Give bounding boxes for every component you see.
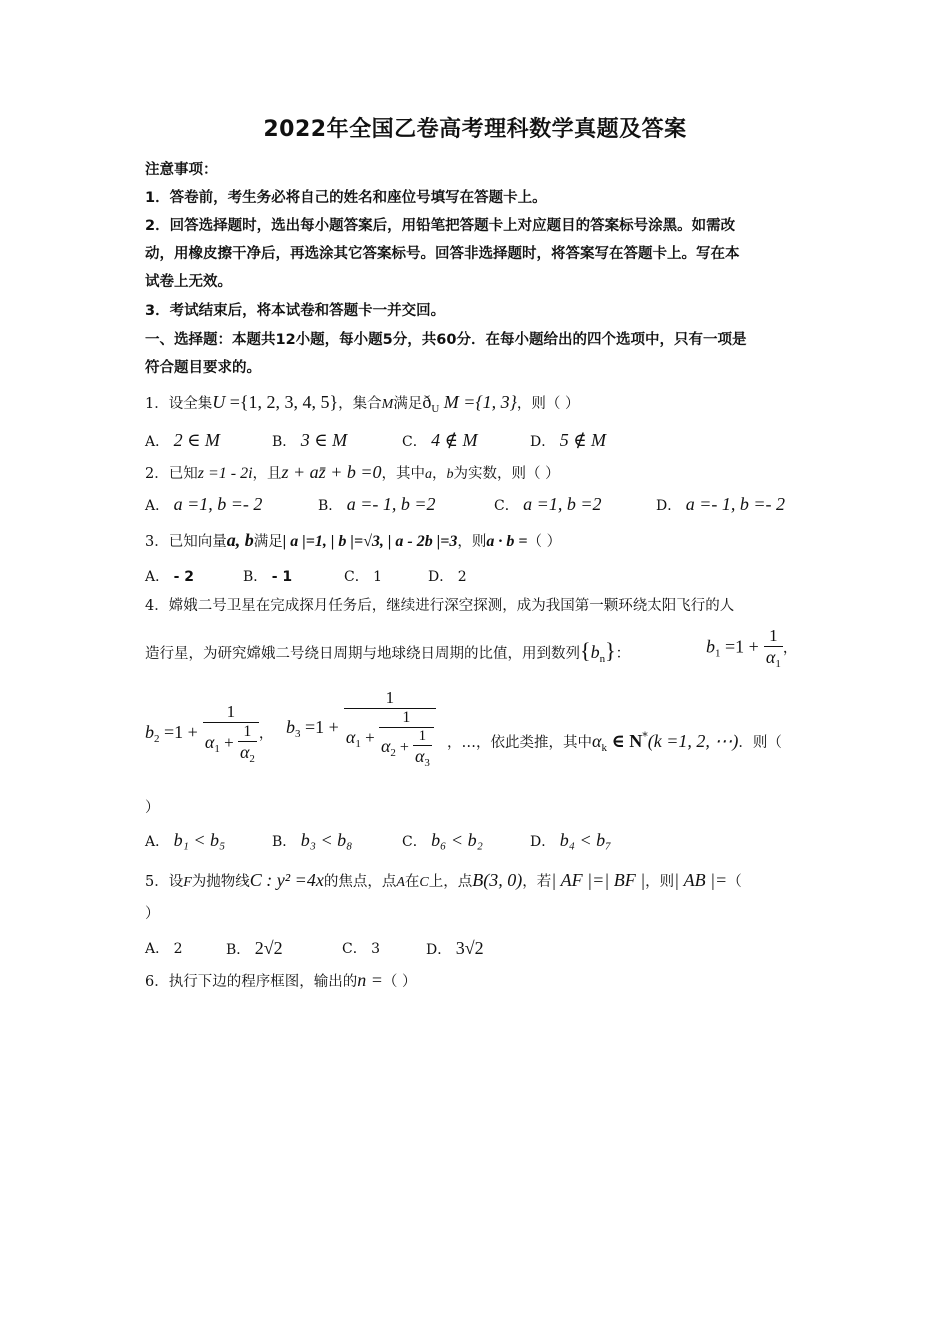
q4-b3-num: 1 bbox=[385, 688, 395, 707]
q4-b3-inner-fraction bbox=[413, 728, 432, 769]
q4-b2: b bbox=[145, 722, 154, 742]
q1-option-b-label: B． bbox=[272, 434, 297, 450]
q5-b: B(3, 0) bbox=[472, 870, 523, 890]
section-heading-line-1: 一、选择题：本题共12小题，每小题5分，共60分．在每小题给出的四个选项中，只有一项是 bbox=[145, 332, 747, 348]
q2-option-c bbox=[494, 494, 601, 515]
q4-b3-plus2: + bbox=[395, 739, 409, 757]
q4-b1-num: 1 bbox=[769, 626, 778, 645]
q4-b2-alpha2: α bbox=[239, 742, 250, 762]
question-4-line-2 bbox=[145, 638, 630, 665]
q1-option-b-value: 3 ∈ M bbox=[300, 430, 348, 450]
q1-option-a-label: A． bbox=[145, 434, 170, 450]
q1-set-m: M bbox=[381, 397, 394, 412]
q4-then: ．则（ bbox=[738, 735, 782, 751]
q3-expression: a · b = bbox=[486, 533, 528, 550]
q4-b1-comma: ， bbox=[782, 640, 798, 657]
q4-b1-formula bbox=[706, 626, 797, 670]
q5-option-c-label: C． bbox=[342, 941, 367, 957]
q3-conditions: | a |=1, | b |=√3, | a - 2b |=3 bbox=[282, 533, 458, 550]
q5-close-paren: ） bbox=[145, 906, 160, 922]
q1-universal-set-var: U bbox=[212, 392, 226, 412]
q4-b1-alpha-sub: 1 bbox=[775, 658, 781, 670]
notice-item-2-line-2: 动，用橡皮擦干净后，再选涂其它答案标号。回答非选择题时，将答案写在答题卡上。写在本 bbox=[145, 246, 740, 262]
q4-b3-fraction bbox=[344, 688, 436, 769]
q4-b3: b bbox=[286, 717, 295, 737]
q4-option-d-label: D． bbox=[530, 834, 556, 850]
q4-b3-den bbox=[344, 708, 436, 769]
q5-option-b-label: B． bbox=[226, 942, 251, 958]
q4-b3-plus1: + bbox=[360, 727, 375, 747]
q6-suffix: （ ） bbox=[382, 974, 417, 990]
q4-option-c-value: b₆ < b₂ bbox=[431, 830, 483, 850]
q2-prefix: 2．已知 bbox=[145, 466, 198, 482]
q4-line-2-text: 造行星，为研究嫦娥二号绕日周期与地球绕日周期的比值，用到数列 bbox=[145, 646, 580, 662]
q4-b1-den bbox=[764, 646, 783, 670]
q3-mid: 满足 bbox=[253, 534, 283, 550]
q4-b3-mid-den bbox=[379, 727, 434, 769]
q4-close-paren: ） bbox=[145, 800, 160, 816]
q2-option-a-value: a =1, b =- 2 bbox=[173, 494, 263, 514]
q4-b2-eq: =1 + bbox=[159, 722, 198, 742]
q2-sep: ， bbox=[431, 466, 447, 482]
q2-mid: ，且 bbox=[252, 466, 282, 482]
q3-option-a-value: - 2 bbox=[173, 569, 195, 585]
q1-option-b bbox=[272, 430, 347, 451]
q3-option-c-label: C． bbox=[344, 569, 369, 585]
q4-option-c-label: C． bbox=[402, 834, 427, 850]
q4-option-d-value: b₄ < b₇ bbox=[559, 830, 612, 850]
q5-option-d-label: D． bbox=[426, 942, 452, 958]
q2-option-a bbox=[145, 494, 262, 515]
q3-option-d-value: 2 bbox=[457, 569, 467, 585]
q4-b2-alpha1: α bbox=[204, 731, 215, 752]
q4-b3-alpha2: α bbox=[380, 736, 391, 757]
q4-b1: b bbox=[706, 636, 715, 657]
q5-cond: | AF |=| BF | bbox=[551, 870, 646, 890]
question-1 bbox=[145, 392, 810, 419]
q4-natural-star: * bbox=[642, 730, 648, 743]
q1-option-d-label: D． bbox=[530, 434, 556, 450]
q1-option-d-value: 5 ∉ M bbox=[559, 430, 607, 450]
q4-b3-mid-fraction bbox=[379, 709, 434, 769]
q2-option-d-label: D． bbox=[656, 498, 682, 514]
q4-alpha-k: α bbox=[592, 731, 602, 751]
q4-b2-formula bbox=[145, 702, 273, 765]
q2-equation: z + az̄ + b =0 bbox=[281, 462, 382, 482]
q4-alpha-k-sub: k bbox=[601, 742, 607, 754]
q4-b2-sub: 2 bbox=[154, 733, 160, 745]
q4-option-a-label: A． bbox=[145, 834, 170, 850]
q2-var-a: a bbox=[424, 467, 432, 482]
q5-mid3: 在 bbox=[404, 874, 420, 890]
q4-b2-comma: ， bbox=[258, 726, 274, 742]
q3-option-b bbox=[243, 566, 292, 586]
q3-option-b-label: B． bbox=[243, 569, 268, 585]
q4-b3-eq: =1 + bbox=[300, 717, 339, 737]
q4-b1-sub: 1 bbox=[715, 647, 721, 660]
q4-b3-alpha2-sub: 2 bbox=[390, 747, 396, 760]
q5-option-a bbox=[145, 938, 183, 958]
notice-item-3: 3．考试结束后，将本试卷和答题卡一并交回。 bbox=[145, 303, 446, 319]
notice-heading: 注意事项： bbox=[145, 162, 218, 178]
q1-option-d bbox=[530, 430, 606, 451]
q1-option-a bbox=[145, 430, 220, 451]
q4-k-range: (k =1, 2, ⋯) bbox=[647, 731, 739, 751]
q3-option-c bbox=[344, 566, 382, 586]
q2-option-c-label: C． bbox=[494, 498, 519, 514]
q5-suffix: （ bbox=[727, 874, 742, 890]
q4-b2-inner-fraction bbox=[238, 723, 257, 765]
section-heading-line-2: 符合题目要求的。 bbox=[145, 360, 261, 376]
q4-b3-alpha1-sub: 1 bbox=[355, 737, 361, 750]
q6-n: n = bbox=[357, 970, 383, 990]
q2-z-def: z =1 - 2i bbox=[197, 465, 253, 482]
notice-item-2-line-3: 试卷上无效。 bbox=[145, 274, 232, 290]
q4-b1-eq: =1 + bbox=[720, 636, 759, 657]
q2-option-d bbox=[656, 494, 785, 515]
q1-option-c bbox=[402, 430, 478, 451]
q2-option-c-value: a =1, b =2 bbox=[523, 494, 602, 514]
q4-b3-alpha1: α bbox=[345, 726, 356, 747]
q3-option-c-value: 1 bbox=[373, 569, 383, 585]
q5-c: C bbox=[419, 875, 429, 890]
q4-seq: b bbox=[590, 642, 600, 662]
question-2 bbox=[145, 462, 810, 485]
q2-var-b: b bbox=[446, 467, 454, 482]
q1-complement-set: M ={1, 3} bbox=[439, 392, 517, 412]
q3-prefix: 3．已知向量 bbox=[145, 534, 227, 550]
q5-option-c bbox=[342, 938, 380, 958]
q4-b3-formula bbox=[286, 688, 436, 769]
q4-b3-alpha3-sub: 3 bbox=[424, 757, 430, 769]
q2-option-b-value: a =- 1, b =2 bbox=[346, 494, 436, 514]
q2-option-d-value: a =- 1, b =- 2 bbox=[685, 494, 785, 514]
q4-option-a bbox=[145, 830, 225, 851]
q1-suffix: ，则（ ） bbox=[516, 396, 580, 412]
q5-prefix: 5．设 bbox=[145, 874, 184, 890]
q4-natural-set: ∈ N bbox=[606, 731, 643, 751]
question-3 bbox=[145, 530, 810, 552]
q1-mid: ，集合 bbox=[338, 396, 382, 412]
q4-b1-alpha: α bbox=[765, 647, 776, 667]
q5-option-c-value: 3 bbox=[371, 941, 381, 957]
q5-mid6: ，则 bbox=[645, 874, 675, 890]
q4-b2-num: 1 bbox=[226, 702, 236, 721]
q3-option-d-label: D． bbox=[428, 569, 454, 585]
q2-mid2: ，其中 bbox=[381, 466, 425, 482]
q4-option-c bbox=[402, 830, 483, 851]
q4-brace-open: { bbox=[580, 638, 591, 663]
q5-option-b bbox=[226, 938, 283, 959]
q4-option-b-value: b₃ < b₈ bbox=[300, 830, 353, 850]
q1-option-c-value: 4 ∉ M bbox=[431, 430, 478, 450]
q4-b3-inner-num: 1 bbox=[418, 728, 427, 744]
q3-option-a bbox=[145, 566, 194, 586]
q4-b3-inner-den bbox=[413, 745, 432, 769]
q4-b3-sub: 3 bbox=[295, 728, 301, 740]
q4-b2-inner-num: 1 bbox=[243, 723, 252, 740]
q3-vectors: a, b bbox=[226, 530, 254, 550]
q5-curve: C : y² =4x bbox=[249, 870, 324, 890]
q5-option-a-label: A． bbox=[145, 941, 170, 957]
q6-prefix: 6．执行下边的程序框图，输出的 bbox=[145, 974, 358, 990]
q4-b3-mid-num: 1 bbox=[402, 709, 411, 726]
question-6 bbox=[145, 970, 810, 992]
q4-b2-inner-den bbox=[238, 741, 257, 765]
q4-option-d bbox=[530, 830, 611, 851]
q4-colon: ： bbox=[615, 646, 631, 662]
q4-option-a-value: b₁ < b₅ bbox=[173, 830, 226, 850]
notice-item-1: 1．答卷前，考生务必将自己的姓名和座位号填写在答题卡上。 bbox=[145, 190, 547, 206]
q1-prefix: 1．设全集 bbox=[145, 396, 213, 412]
q5-option-d bbox=[426, 938, 484, 959]
q1-mid2: 满足 bbox=[393, 396, 423, 412]
q4-option-b bbox=[272, 830, 352, 851]
q4-b3-alpha3: α bbox=[414, 746, 425, 766]
question-4-line-1: 4．嫦娥二号卫星在完成探月任务后，继续进行深空探测，成为我国第一颗环绕太阳飞行的人 bbox=[145, 598, 735, 614]
q5-mid: 为抛物线 bbox=[191, 874, 250, 890]
q5-a: A bbox=[396, 875, 405, 890]
q3-option-d bbox=[428, 566, 467, 586]
q4-b2-den bbox=[203, 722, 259, 765]
q4-tail-text: ，…，依此类推，其中 bbox=[447, 735, 592, 751]
q1-universal-set: ={1, 2, 3, 4, 5} bbox=[225, 392, 339, 412]
q2-option-b bbox=[318, 494, 436, 515]
q3-option-a-label: A． bbox=[145, 569, 170, 585]
q4-seq-sub: n bbox=[599, 653, 606, 665]
q2-option-b-label: B． bbox=[318, 498, 343, 514]
q4-b2-alpha1-sub: 1 bbox=[214, 742, 220, 755]
q4-b2-alpha2-sub: 2 bbox=[249, 753, 255, 765]
q1-option-a-value: 2 ∈ M bbox=[173, 430, 220, 450]
q1-complement-sub: U bbox=[431, 403, 440, 415]
q5-ask: | AB |= bbox=[674, 870, 728, 890]
q4-brace-close: } bbox=[605, 638, 616, 663]
q4-b1-fraction bbox=[764, 626, 783, 670]
q5-mid2: 的焦点，点 bbox=[323, 874, 397, 890]
notice-item-2-line-1: 2．回答选择题时，选出每小题答案后，用铅笔把答题卡上对应题目的答案标号涂黑。如需改 bbox=[145, 218, 736, 234]
q4-b2-plus: + bbox=[219, 732, 234, 752]
q1-option-c-label: C． bbox=[402, 434, 427, 450]
q2-suffix: 为实数，则（ ） bbox=[453, 466, 560, 482]
page-title: 2022年全国乙卷高考理科数学真题及答案 bbox=[263, 117, 687, 142]
q5-f: F bbox=[183, 875, 192, 890]
q5-mid4: 上，点 bbox=[428, 874, 473, 890]
q5-option-d-value: 3√2 bbox=[455, 938, 484, 958]
q5-option-a-value: 2 bbox=[173, 941, 183, 957]
q1-complement-symbol: ð bbox=[422, 392, 432, 412]
q5-option-b-value: 2√2 bbox=[254, 938, 283, 958]
q3-suffix: （ ） bbox=[527, 534, 562, 550]
q5-mid5: ，若 bbox=[522, 874, 552, 890]
question-5 bbox=[145, 870, 825, 893]
q4-option-b-label: B． bbox=[272, 834, 297, 850]
q2-option-a-label: A． bbox=[145, 498, 170, 514]
q4-tail bbox=[447, 730, 782, 754]
q3-mid2: ，则 bbox=[457, 534, 487, 550]
q3-option-b-value: - 1 bbox=[271, 569, 293, 585]
q4-b2-fraction bbox=[203, 702, 259, 765]
